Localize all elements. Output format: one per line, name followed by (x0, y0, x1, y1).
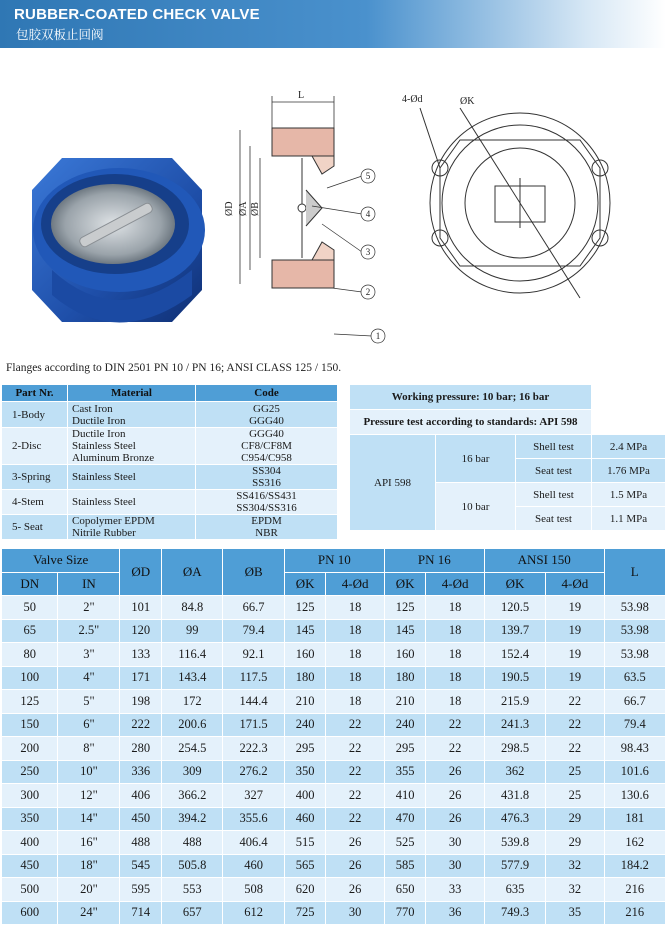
flange-note: Flanges according to DIN 2501 PN 10 / PN 16; ANSI CLASS 125 / 150. (6, 362, 342, 374)
material-cell: Ductile Iron Stainless Steel Aluminum Bronze (68, 428, 196, 465)
col-in: IN (58, 572, 120, 596)
table-cell: 276.2 (223, 760, 284, 784)
table-cell: 79.4 (223, 619, 284, 643)
col-k-ansi: ØK (484, 572, 545, 596)
table-row (2, 666, 666, 690)
table-cell: 22 (326, 784, 384, 808)
table-cell: 26 (426, 760, 484, 784)
table-cell: 35 (546, 901, 604, 925)
table-cell: 410 (384, 784, 426, 808)
test-name: Shell test (516, 483, 592, 507)
table-cell: 19 (546, 666, 604, 690)
table-cell: 26 (426, 807, 484, 831)
table-cell: 24" (58, 901, 120, 925)
table-cell: 460 (223, 854, 284, 878)
table-cell: 125 (384, 596, 426, 620)
test-value: 1.1 MPa (592, 507, 666, 531)
material-cell: Cast Iron Ductile Iron (68, 402, 196, 428)
col-pn10: PN 10 (284, 549, 384, 573)
col-part: Part Nr. (2, 385, 68, 402)
table-cell: 18 (426, 619, 484, 643)
table-cell: 79.4 (604, 713, 665, 737)
table-cell: 327 (223, 784, 284, 808)
table-cell: 600 (2, 901, 58, 925)
table-cell: 22 (426, 737, 484, 761)
table-cell: 657 (162, 901, 223, 925)
table-row (2, 402, 338, 428)
part-cell: 1-Body (2, 402, 68, 428)
table-cell: 18 (426, 596, 484, 620)
table-cell: 18 (326, 690, 384, 714)
table-cell: 10" (58, 760, 120, 784)
col-k-pn10: ØK (284, 572, 326, 596)
dim-b-label: ØB (250, 202, 261, 216)
table-cell: 508 (223, 878, 284, 902)
table-row (2, 690, 666, 714)
callout-3: 3 (365, 247, 371, 257)
table-cell: 22 (326, 737, 384, 761)
table-cell: 63.5 (604, 666, 665, 690)
table-cell: 2.5" (58, 619, 120, 643)
table-cell: 18 (326, 666, 384, 690)
table-cell: 180 (284, 666, 326, 690)
table-cell: 160 (384, 643, 426, 667)
table-cell: 66.7 (223, 596, 284, 620)
table-cell: 295 (284, 737, 326, 761)
table-cell: 117.5 (223, 666, 284, 690)
table-cell: 32 (546, 878, 604, 902)
table-cell: 98.43 (604, 737, 665, 761)
table-cell: 216 (604, 901, 665, 925)
col-material: Material (68, 385, 196, 402)
table-cell: 180 (384, 666, 426, 690)
table-cell: 14" (58, 807, 120, 831)
table-cell: 26 (326, 831, 384, 855)
materials-table (1, 384, 338, 540)
table-cell: 181 (604, 807, 665, 831)
table-row (2, 515, 338, 540)
table-cell: 215.9 (484, 690, 545, 714)
table-cell: 130.6 (604, 784, 665, 808)
table-cell: 22 (546, 713, 604, 737)
table-row (2, 465, 338, 490)
table-cell: 406.4 (223, 831, 284, 855)
part-cell: 4-Stem (2, 490, 68, 515)
table-cell: 19 (546, 619, 604, 643)
working-pressure: Working pressure: 10 bar; 16 bar (350, 385, 592, 410)
table-cell: 3" (58, 643, 120, 667)
table-cell: 29 (546, 807, 604, 831)
callout-1: 1 (375, 331, 381, 341)
table-cell: 22 (326, 713, 384, 737)
test-name: Seat test (516, 507, 592, 531)
header-banner (0, 0, 666, 48)
table-cell: 222.3 (223, 737, 284, 761)
col-dn: DN (2, 572, 58, 596)
section-drawing (222, 88, 392, 348)
group-16bar: 16 bar (436, 435, 516, 483)
table-cell: 2" (58, 596, 120, 620)
table-cell: 32 (546, 854, 604, 878)
test-name: Shell test (516, 435, 592, 459)
table-cell: 585 (384, 854, 426, 878)
table-cell: 6" (58, 713, 120, 737)
table-cell: 139.7 (484, 619, 545, 643)
table-cell: 30 (326, 901, 384, 925)
table-row (2, 901, 666, 925)
dim-a-label: ØA (238, 201, 249, 216)
col-pn16: PN 16 (384, 549, 484, 573)
table-row (2, 596, 666, 620)
table-cell: 366.2 (162, 784, 223, 808)
table-cell: 16" (58, 831, 120, 855)
table-cell: 18 (426, 643, 484, 667)
table-cell: 18" (58, 854, 120, 878)
table-cell: 620 (284, 878, 326, 902)
table-cell: 19 (546, 596, 604, 620)
table-cell: 36 (426, 901, 484, 925)
table-cell: 101 (120, 596, 162, 620)
part-cell: 5- Seat (2, 515, 68, 540)
part-cell: 2-Disc (2, 428, 68, 465)
table-cell: 749.3 (484, 901, 545, 925)
table-cell: 355 (384, 760, 426, 784)
test-name: Seat test (516, 459, 592, 483)
table-cell: 400 (284, 784, 326, 808)
table-cell: 120.5 (484, 596, 545, 620)
table-cell: 350 (2, 807, 58, 831)
callout-2: 2 (365, 287, 371, 297)
table-cell: 595 (120, 878, 162, 902)
table-cell: 250 (2, 760, 58, 784)
table-cell: 125 (284, 596, 326, 620)
table-cell: 488 (120, 831, 162, 855)
table-cell: 394.2 (162, 807, 223, 831)
material-cell: Copolymer EPDM Nitrile Rubber (68, 515, 196, 540)
table-cell: 198 (120, 690, 162, 714)
table-cell: 650 (384, 878, 426, 902)
table-cell: 53.98 (604, 596, 665, 620)
table-row (2, 807, 666, 831)
table-cell: 120 (120, 619, 162, 643)
table-cell: 18 (426, 666, 484, 690)
table-cell: 362 (484, 760, 545, 784)
table-cell: 12" (58, 784, 120, 808)
table-cell: 200.6 (162, 713, 223, 737)
table-cell: 505.8 (162, 854, 223, 878)
table-cell: 160 (284, 643, 326, 667)
table-cell: 133 (120, 643, 162, 667)
valve-photo (22, 120, 212, 350)
table-cell: 770 (384, 901, 426, 925)
table-cell: 171 (120, 666, 162, 690)
table-cell: 500 (2, 878, 58, 902)
material-cell: Stainless Steel (68, 490, 196, 515)
table-cell: 26 (326, 854, 384, 878)
drawings-area (0, 60, 666, 360)
title-en: RUBBER-COATED CHECK VALVE (14, 6, 260, 23)
callout-5: 5 (365, 171, 371, 181)
table-cell: 143.4 (162, 666, 223, 690)
test-value: 2.4 MPa (592, 435, 666, 459)
table-row (2, 619, 666, 643)
table-row (2, 784, 666, 808)
table-cell: 53.98 (604, 643, 665, 667)
table-cell: 29 (546, 831, 604, 855)
table-cell: 80 (2, 643, 58, 667)
table-cell: 53.98 (604, 619, 665, 643)
table-cell: 25 (546, 760, 604, 784)
table-cell: 222 (120, 713, 162, 737)
col-k-pn16: ØK (384, 572, 426, 596)
table-cell: 116.4 (162, 643, 223, 667)
table-cell: 18 (326, 643, 384, 667)
col-holes-ansi: 4-Ød (546, 572, 604, 596)
table-cell: 19 (546, 643, 604, 667)
part-cell: 3-Spring (2, 465, 68, 490)
table-cell: 298.5 (484, 737, 545, 761)
table-cell: 241.3 (484, 713, 545, 737)
code-cell: EPDM NBR (196, 515, 338, 540)
code-cell: SS416/SS431 SS304/SS316 (196, 490, 338, 515)
table-row (2, 713, 666, 737)
table-cell: 460 (284, 807, 326, 831)
col-valve-size: Valve Size (2, 549, 120, 573)
table-cell: 22 (326, 760, 384, 784)
table-cell: 22 (546, 737, 604, 761)
table-cell: 400 (2, 831, 58, 855)
table-cell: 101.6 (604, 760, 665, 784)
table-cell: 145 (284, 619, 326, 643)
table-cell: 295 (384, 737, 426, 761)
table-cell: 355.6 (223, 807, 284, 831)
table-cell: 18 (326, 619, 384, 643)
dim-holes-label: 4-Ød (402, 94, 423, 105)
table-cell: 488 (162, 831, 223, 855)
col-a: ØA (162, 549, 223, 596)
test-value: 1.76 MPa (592, 459, 666, 483)
table-cell: 406 (120, 784, 162, 808)
table-row (2, 878, 666, 902)
table-cell: 539.8 (484, 831, 545, 855)
col-holes-pn10: 4-Ød (326, 572, 384, 596)
dim-k-label: ØK (460, 96, 475, 107)
table-cell: 190.5 (484, 666, 545, 690)
table-cell: 171.5 (223, 713, 284, 737)
table-cell: 84.8 (162, 596, 223, 620)
table-cell: 635 (484, 878, 545, 902)
col-code: Code (196, 385, 338, 402)
dim-d-label: ØD (224, 201, 235, 216)
col-d: ØD (120, 549, 162, 596)
table-cell: 33 (426, 878, 484, 902)
table-row (2, 428, 338, 465)
table-cell: 565 (284, 854, 326, 878)
table-cell: 216 (604, 878, 665, 902)
table-cell: 22 (546, 690, 604, 714)
table-cell: 8" (58, 737, 120, 761)
table-cell: 25 (546, 784, 604, 808)
table-row (2, 737, 666, 761)
pressure-table (349, 384, 666, 531)
dimensions-table (1, 548, 666, 925)
table-cell: 240 (284, 713, 326, 737)
table-cell: 450 (120, 807, 162, 831)
table-cell: 125 (2, 690, 58, 714)
table-cell: 172 (162, 690, 223, 714)
col-b: ØB (223, 549, 284, 596)
table-cell: 309 (162, 760, 223, 784)
table-cell: 476.3 (484, 807, 545, 831)
code-cell: GGG40 CF8/CF8M C954/C958 (196, 428, 338, 465)
table-cell: 99 (162, 619, 223, 643)
test-value: 1.5 MPa (592, 483, 666, 507)
table-cell: 145 (384, 619, 426, 643)
table-row (2, 831, 666, 855)
title-cn: 包胶双板止回阀 (16, 27, 104, 42)
table-cell: 714 (120, 901, 162, 925)
table-cell: 350 (284, 760, 326, 784)
table-cell: 26 (326, 878, 384, 902)
code-cell: SS304 SS316 (196, 465, 338, 490)
table-cell: 22 (326, 807, 384, 831)
front-view-drawing (400, 88, 640, 318)
table-cell: 577.9 (484, 854, 545, 878)
table-cell: 254.5 (162, 737, 223, 761)
table-cell: 162 (604, 831, 665, 855)
dim-l-label: L (298, 90, 305, 101)
table-row (2, 643, 666, 667)
table-cell: 545 (120, 854, 162, 878)
table-row (2, 854, 666, 878)
table-cell: 5" (58, 690, 120, 714)
table-cell: 66.7 (604, 690, 665, 714)
table-cell: 280 (120, 737, 162, 761)
table-cell: 210 (384, 690, 426, 714)
table-cell: 553 (162, 878, 223, 902)
table-cell: 4" (58, 666, 120, 690)
table-cell: 152.4 (484, 643, 545, 667)
table-cell: 18 (326, 596, 384, 620)
table-cell: 450 (2, 854, 58, 878)
table-cell: 470 (384, 807, 426, 831)
dimensions-body (2, 596, 666, 925)
code-cell: GG25 GGG40 (196, 402, 338, 428)
table-cell: 144.4 (223, 690, 284, 714)
col-holes-pn16: 4-Ød (426, 572, 484, 596)
table-cell: 22 (426, 713, 484, 737)
table-cell: 210 (284, 690, 326, 714)
table-cell: 612 (223, 901, 284, 925)
table-row (2, 490, 338, 515)
table-row (2, 760, 666, 784)
table-cell: 150 (2, 713, 58, 737)
table-cell: 336 (120, 760, 162, 784)
api-label: API 598 (350, 435, 436, 531)
table-cell: 100 (2, 666, 58, 690)
group-10bar: 10 bar (436, 483, 516, 531)
table-cell: 184.2 (604, 854, 665, 878)
table-cell: 515 (284, 831, 326, 855)
table-cell: 30 (426, 831, 484, 855)
table-cell: 26 (426, 784, 484, 808)
callout-4: 4 (365, 209, 371, 219)
table-cell: 65 (2, 619, 58, 643)
table-cell: 20" (58, 878, 120, 902)
col-ansi: ANSI 150 (484, 549, 604, 573)
table-cell: 300 (2, 784, 58, 808)
pressure-standard: Pressure test according to standards: API 598 (350, 410, 592, 435)
table-cell: 92.1 (223, 643, 284, 667)
table-cell: 525 (384, 831, 426, 855)
table-cell: 50 (2, 596, 58, 620)
material-cell: Stainless Steel (68, 465, 196, 490)
table-cell: 431.8 (484, 784, 545, 808)
table-cell: 725 (284, 901, 326, 925)
table-cell: 240 (384, 713, 426, 737)
col-l: L (604, 549, 665, 596)
table-cell: 30 (426, 854, 484, 878)
table-cell: 18 (426, 690, 484, 714)
table-cell: 200 (2, 737, 58, 761)
